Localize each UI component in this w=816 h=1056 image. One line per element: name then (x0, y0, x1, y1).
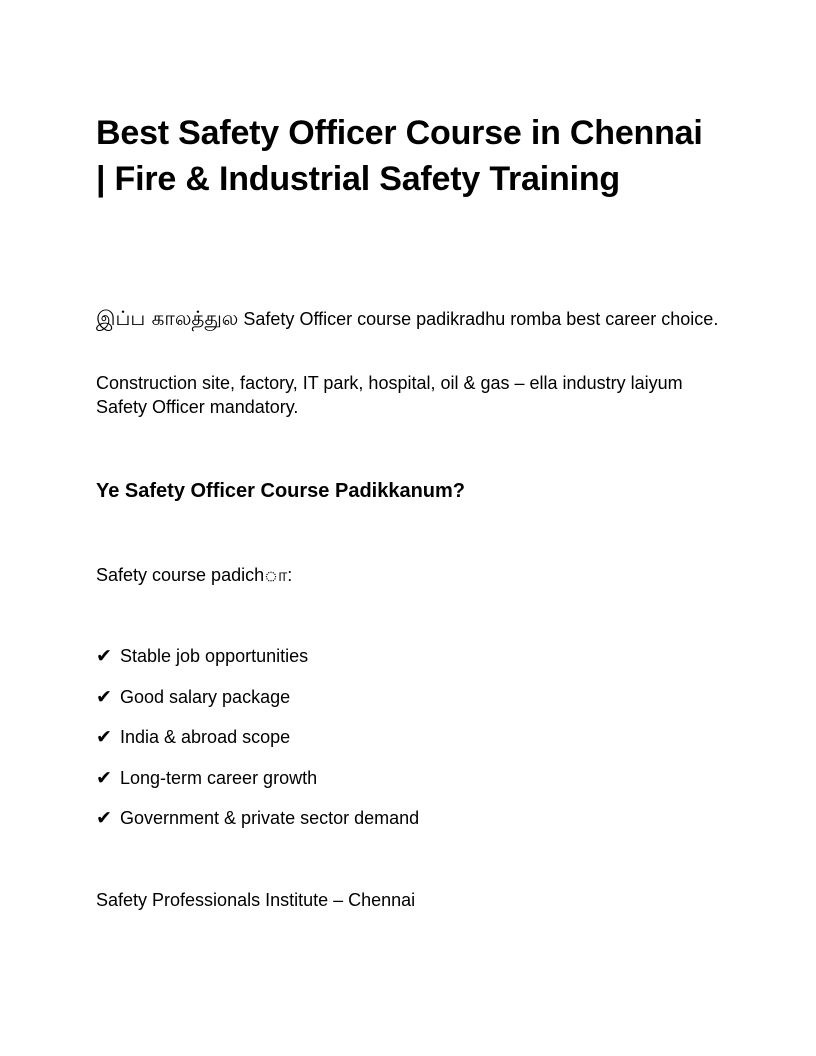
institute-name: Safety Professionals Institute – Chennai (96, 890, 416, 910)
benefit-item (96, 725, 720, 749)
industries-paragraph: Construction site, factory, IT park, hospital, oil & gas – ella industry laiyum Safety Officer mandatory. (96, 373, 683, 417)
check-icon: ✔ (96, 726, 112, 748)
check-icon: ✔ (96, 767, 112, 789)
benefit-item (96, 766, 720, 790)
intro-paragraph (96, 306, 720, 331)
benefit-label: Stable job opportunities (120, 646, 309, 666)
check-icon: ✔ (96, 645, 112, 667)
benefit-label: Long-term career growth (120, 768, 318, 788)
check-icon: ✔ (96, 686, 112, 708)
benefit-item (96, 806, 720, 830)
check-icon: ✔ (96, 807, 112, 829)
benefit-item (96, 644, 720, 668)
benefit-label: Government & private sector demand (120, 808, 420, 828)
intro-tamil-text: இப்ப காலத்துல (96, 306, 239, 330)
benefit-label: India & abroad scope (120, 727, 291, 747)
intro-english-text: Safety Officer course padikradhu romba best career choice. (238, 309, 719, 329)
section-heading: Ye Safety Officer Course Padikkanum? (96, 480, 466, 502)
page-title: Best Safety Officer Course in Chennai | Fire & Industrial Safety Training (96, 114, 703, 198)
benefit-label: Good salary package (120, 687, 291, 707)
benefit-item (96, 685, 720, 709)
lead-in-text: Safety course padichா: (96, 565, 293, 585)
